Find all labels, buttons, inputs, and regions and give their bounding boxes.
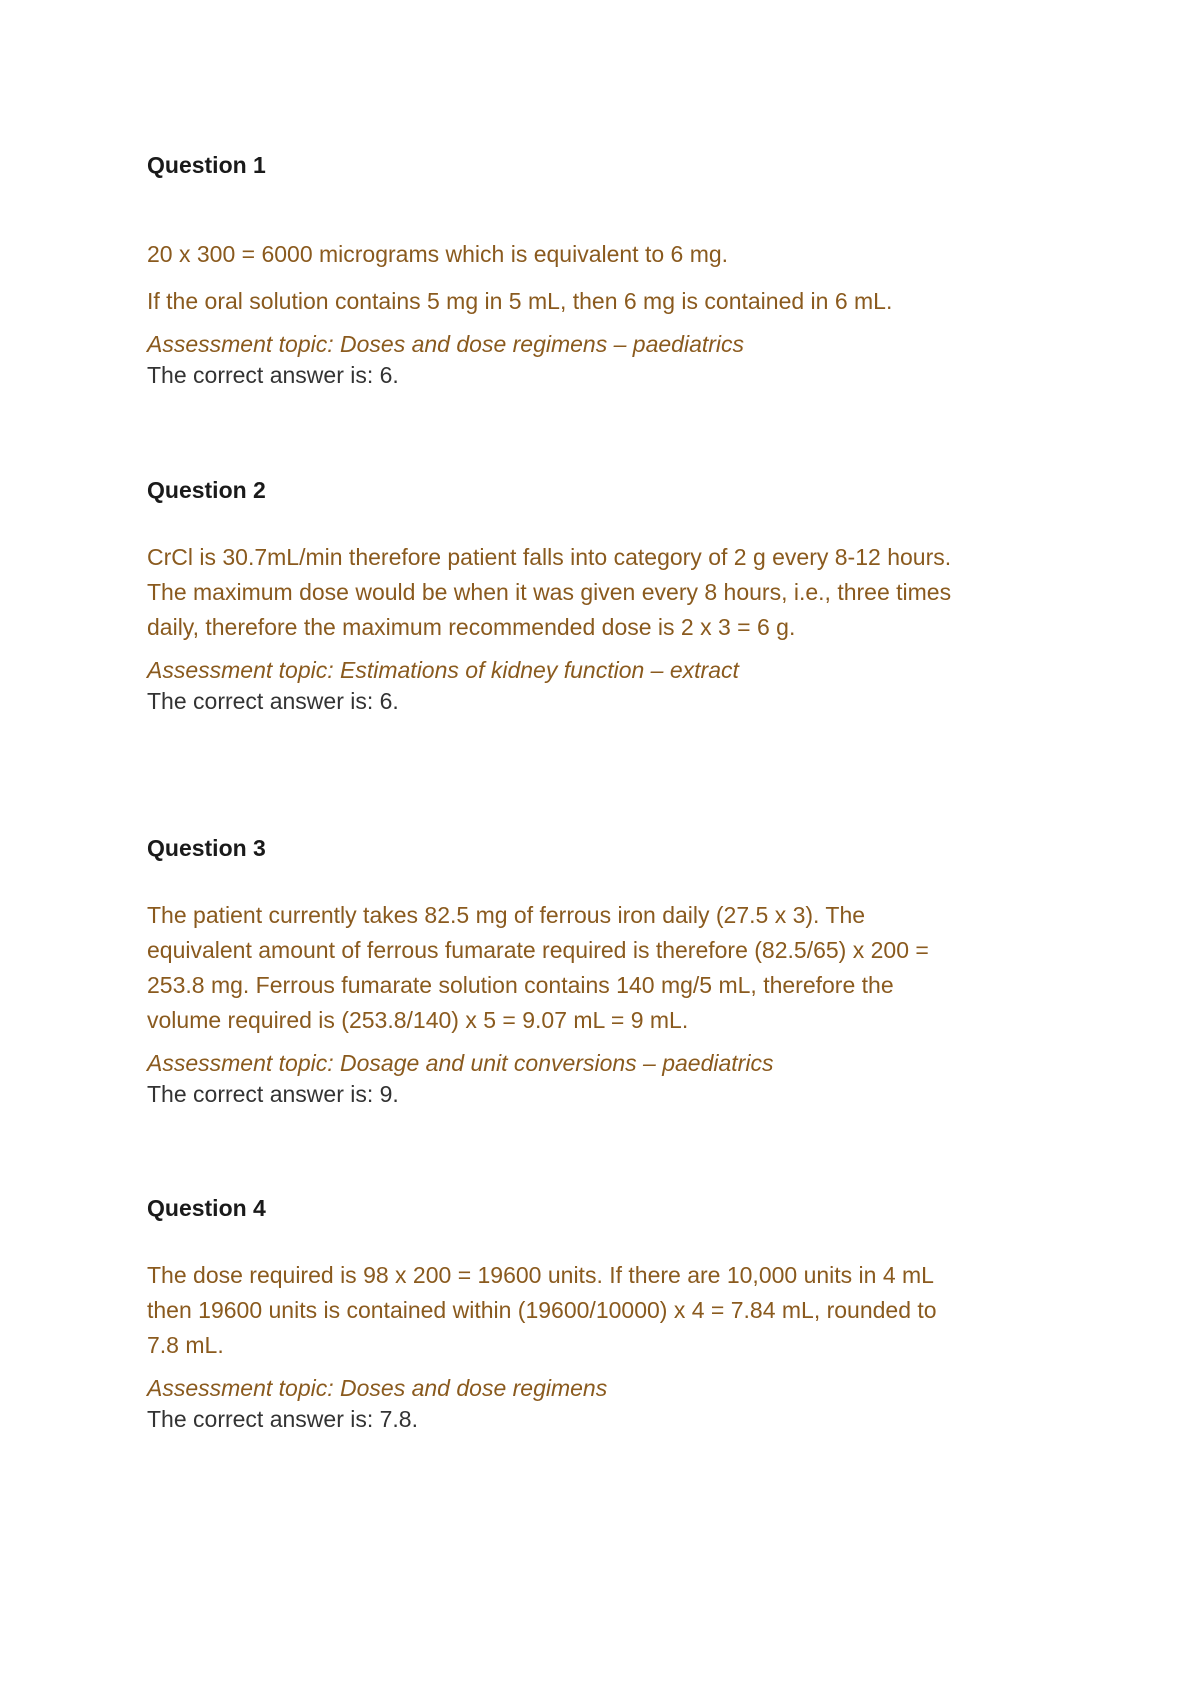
correct-answer: The correct answer is: 7.8.: [147, 1406, 418, 1432]
assessment-topic: Assessment topic: Doses and dose regimens – paediatrics: [147, 331, 745, 357]
explanation-line: daily, therefore the maximum recommended dose is 2 x 3 = 6 g.: [147, 614, 796, 640]
question-heading: Question 4: [147, 1195, 266, 1221]
explanation-line: The dose required is 98 x 200 = 19600 units. If there are 10,000 units in 4 mL: [147, 1262, 934, 1288]
assessment-topic: Assessment topic: Dosage and unit conversions – paediatrics: [147, 1050, 774, 1076]
explanation-line: CrCl is 30.7mL/min therefore patient falls into category of 2 g every 8-12 hours.: [147, 544, 952, 570]
question-2: [147, 475, 1087, 718]
explanation-line: If the oral solution contains 5 mg in 5 mL, then 6 mg is contained in 6 mL.: [147, 288, 893, 314]
explanation-line: 7.8 mL.: [147, 1332, 224, 1358]
question-1: [147, 150, 1087, 392]
question-4: [147, 1193, 1087, 1436]
question-heading: Question 2: [147, 477, 266, 503]
correct-answer: The correct answer is: 9.: [147, 1081, 399, 1107]
assessment-topic: Assessment topic: Doses and dose regimens: [147, 1375, 608, 1401]
explanation-line: The maximum dose would be when it was given every 8 hours, i.e., three times: [147, 579, 952, 605]
explanation-line: volume required is (253.8/140) x 5 = 9.07 mL = 9 mL.: [147, 1007, 689, 1033]
question-heading: Question 1: [147, 152, 266, 178]
explanation-line: The patient currently takes 82.5 mg of ferrous iron daily (27.5 x 3). The: [147, 902, 866, 928]
correct-answer: The correct answer is: 6.: [147, 688, 399, 714]
explanation-line: 20 x 300 = 6000 micrograms which is equivalent to 6 mg.: [147, 241, 729, 267]
question-3: [147, 833, 1087, 1111]
explanation-line: then 19600 units is contained within (19600/10000) x 4 = 7.84 mL, rounded to: [147, 1297, 937, 1323]
question-heading: Question 3: [147, 835, 266, 861]
explanation-line: equivalent amount of ferrous fumarate required is therefore (82.5/65) x 200 =: [147, 937, 929, 963]
explanation-line: 253.8 mg. Ferrous fumarate solution contains 140 mg/5 mL, therefore the: [147, 972, 894, 998]
correct-answer: The correct answer is: 6.: [147, 362, 399, 388]
assessment-topic: Assessment topic: Estimations of kidney function – extract: [147, 657, 739, 683]
